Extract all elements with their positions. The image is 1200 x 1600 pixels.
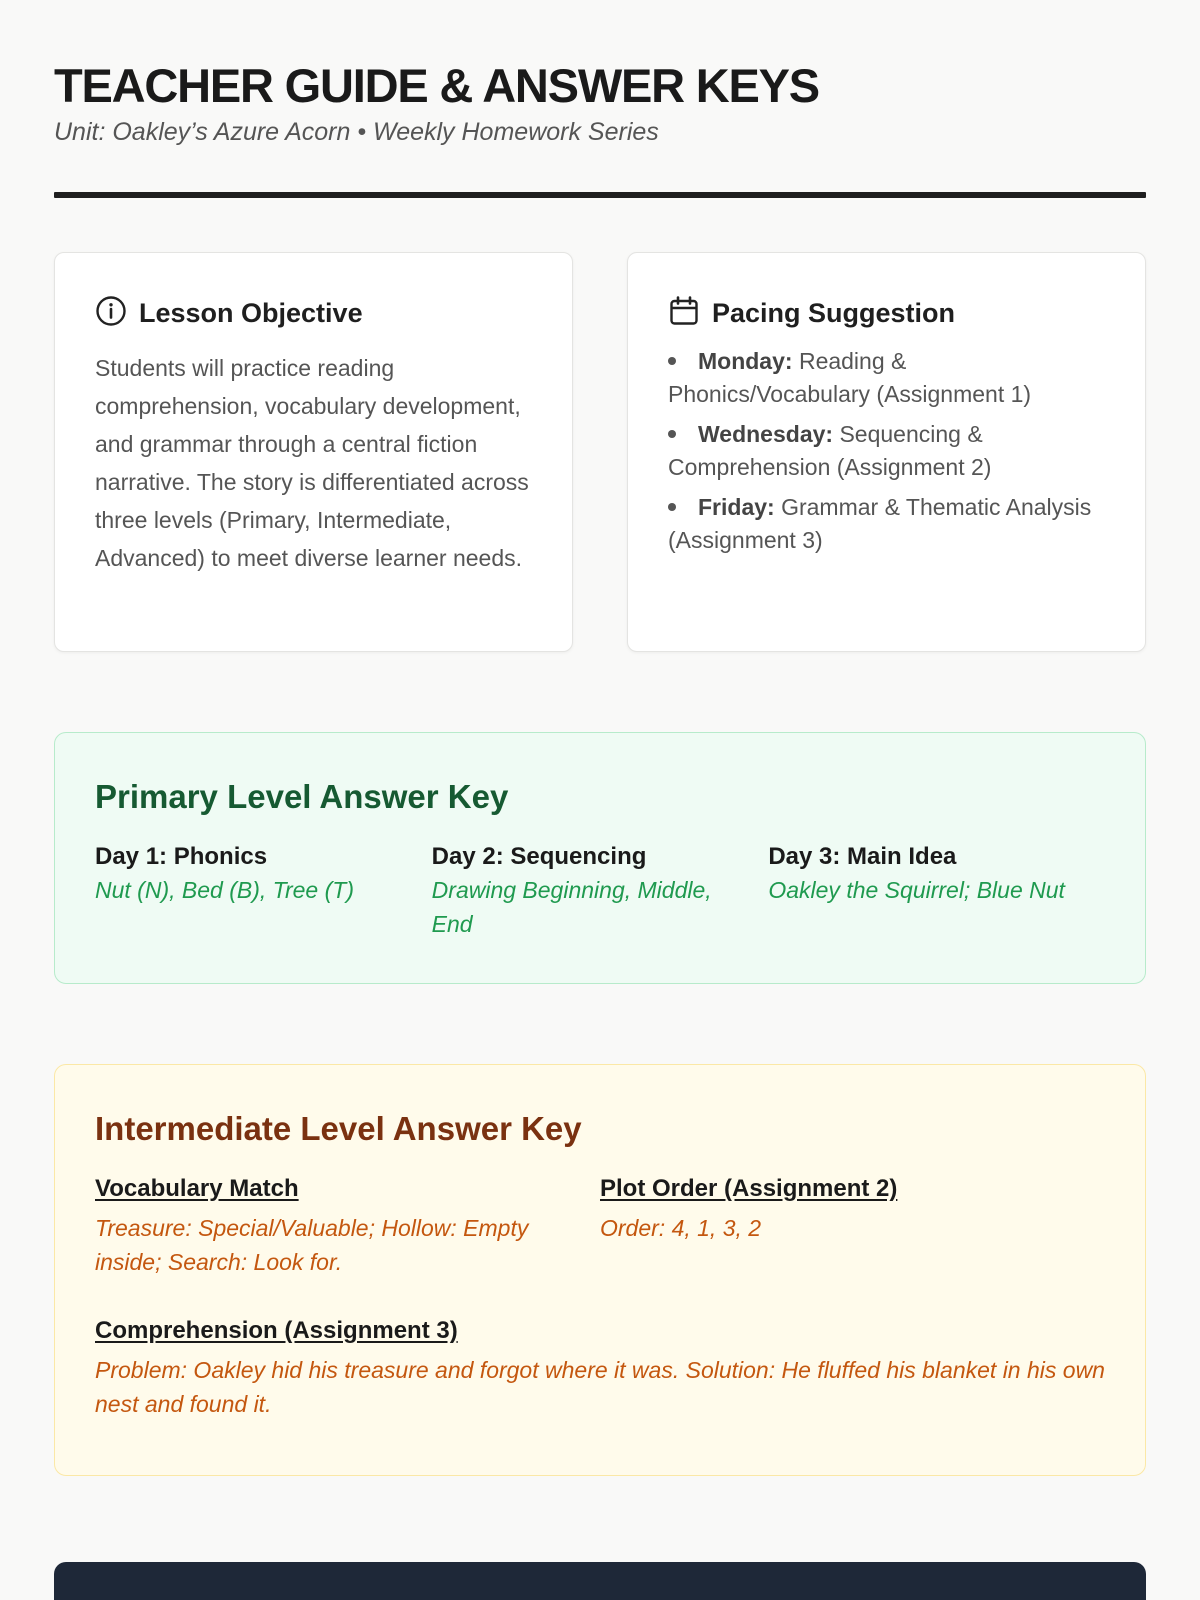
info-cards-row bbox=[54, 252, 1146, 652]
bullet-icon bbox=[668, 357, 676, 365]
vocabulary-match-answer: Treasure: Special/Valuable; Hollow: Empty inside; Search: Look for. bbox=[95, 1215, 529, 1275]
pacing-day-label: Monday: bbox=[698, 348, 793, 374]
primary-day-2 bbox=[432, 841, 769, 941]
pacing-suggestion-title: Pacing Suggestion bbox=[712, 297, 956, 328]
intermediate-answer-key bbox=[54, 1064, 1146, 1476]
pacing-day-text: Reading & Phonics/Vocabulary (Assignment 1) bbox=[668, 348, 1032, 407]
primary-day-answer: Drawing Beginning, Middle, End bbox=[431, 877, 712, 937]
page-title: TEACHER GUIDE & ANSWER KEYS bbox=[54, 59, 819, 112]
primary-day-1 bbox=[95, 841, 432, 941]
lesson-objective-heading bbox=[95, 295, 532, 331]
vocabulary-match-label: Vocabulary Match bbox=[95, 1175, 299, 1202]
header-divider bbox=[54, 192, 1146, 198]
pacing-item-wednesday bbox=[668, 418, 1105, 484]
lesson-objective-title: Lesson Objective bbox=[139, 297, 363, 328]
primary-day-3 bbox=[768, 841, 1105, 941]
pacing-day-text: Grammar & Thematic Analysis (Assignment 3) bbox=[668, 494, 1092, 553]
bullet-icon bbox=[668, 430, 676, 438]
page-subtitle: Unit: Oakley’s Azure Acorn • Weekly Homework Series bbox=[54, 118, 659, 146]
pacing-suggestion-heading bbox=[668, 295, 1105, 331]
pacing-day-text: Sequencing & Comprehension (Assignment 2) bbox=[668, 421, 992, 480]
primary-day-answer: Oakley the Squirrel; Blue Nut bbox=[768, 877, 1065, 903]
comprehension-answer: Problem: Oakley hid his treasure and forgot where it was. Solution: He fluffed his blanket in his own nest and found it. bbox=[95, 1357, 1105, 1417]
lesson-objective-card bbox=[54, 252, 573, 652]
advanced-section-panel bbox=[54, 1562, 1146, 1600]
plot-order-section bbox=[600, 1173, 1105, 1279]
info-icon bbox=[95, 295, 127, 332]
calendar-icon bbox=[668, 295, 700, 332]
lesson-objective-text: Students will practice reading comprehension, vocabulary development, and grammar through a central fiction narrative. The story is differentiated across three levels (Primary, Intermediate, Advanced) to meet diverse learner needs. bbox=[95, 355, 529, 571]
primary-day-label: Day 2: Sequencing bbox=[431, 843, 647, 870]
pacing-item-monday bbox=[668, 345, 1105, 411]
primary-answer-key bbox=[54, 732, 1146, 984]
primary-day-answer: Nut (N), Bed (B), Tree (T) bbox=[95, 877, 354, 903]
primary-answer-key-title: Primary Level Answer Key bbox=[95, 778, 509, 815]
pacing-item-friday bbox=[668, 491, 1105, 557]
comprehension-label: Comprehension (Assignment 3) bbox=[95, 1317, 458, 1344]
comprehension-section bbox=[95, 1315, 1105, 1421]
primary-day-label: Day 3: Main Idea bbox=[768, 843, 957, 870]
bullet-icon bbox=[668, 503, 676, 511]
intermediate-answer-key-title: Intermediate Level Answer Key bbox=[95, 1110, 582, 1147]
plot-order-label: Plot Order (Assignment 2) bbox=[600, 1175, 898, 1202]
pacing-day-label: Friday: bbox=[698, 494, 775, 520]
intermediate-answer-grid bbox=[95, 1173, 1105, 1279]
plot-order-answer: Order: 4, 1, 3, 2 bbox=[600, 1215, 762, 1241]
primary-day-label: Day 1: Phonics bbox=[95, 843, 268, 870]
pacing-list bbox=[668, 345, 1105, 557]
pacing-suggestion-card bbox=[627, 252, 1146, 652]
pacing-day-label: Wednesday: bbox=[698, 421, 834, 447]
primary-answer-grid bbox=[95, 841, 1105, 941]
vocabulary-match-section bbox=[95, 1173, 600, 1279]
document-header bbox=[54, 0, 1146, 198]
